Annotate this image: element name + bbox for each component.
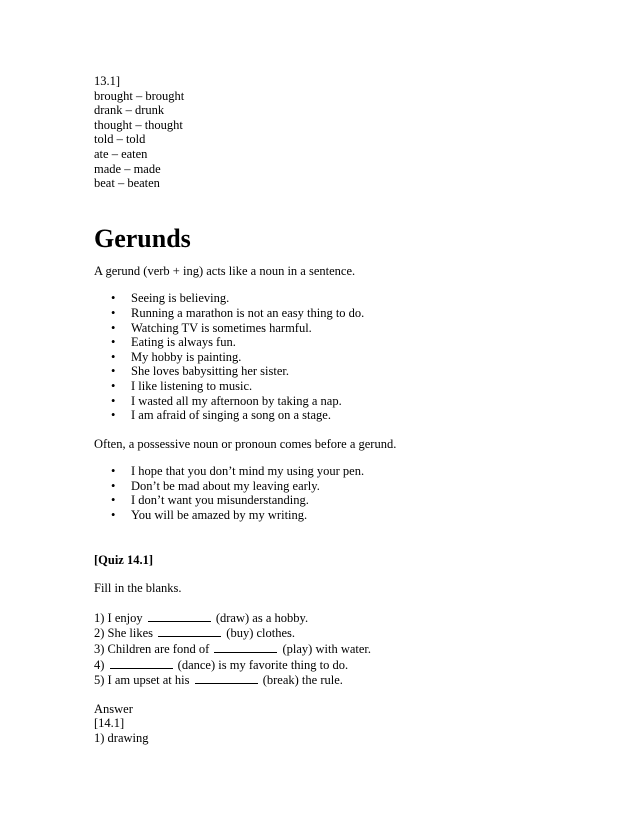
blank-field [110, 657, 173, 669]
list-item: • My hobby is painting. [111, 349, 242, 364]
list-item: • Seeing is believing. [111, 291, 230, 306]
answer-first: 1) drawing [94, 731, 149, 745]
answer-line: told – told [94, 132, 146, 147]
blank-field [195, 672, 258, 684]
bullet-icon: • [111, 378, 116, 393]
bullet-icon: • [111, 393, 116, 408]
answers-13-label: 13.1] [94, 74, 121, 88]
list-item: • I like listening to music. [111, 378, 253, 393]
quiz-title: [Quiz 14.1] [94, 552, 154, 567]
bullet-icon: • [111, 291, 116, 306]
blank-field [214, 641, 277, 653]
possessive-examples-list [94, 464, 594, 522]
bullet-icon: • [111, 478, 116, 493]
list-item: • Watching TV is sometimes harmful. [111, 320, 312, 335]
quiz-item: 3) Children are fond of (play) with water. [94, 642, 372, 657]
section-title: Gerunds [94, 223, 191, 253]
bullet-icon: • [111, 408, 116, 423]
section-intro: A gerund (verb + ing) acts like a noun in a sentence. [94, 263, 356, 278]
answer-line: thought – thought [94, 117, 183, 132]
answer-line: made – made [94, 161, 161, 176]
list-item: • I don’t want you misunderstanding. [111, 493, 309, 508]
answer-line: ate – eaten [94, 146, 148, 161]
list-item: • I wasted all my afternoon by taking a nap. [111, 393, 342, 408]
list-item: • She loves babysitting her sister. [111, 364, 289, 379]
blank-field [158, 625, 221, 637]
answer-line: beat – beaten [94, 176, 160, 191]
bullet-icon: • [111, 305, 116, 320]
answer-quiz-ref: [14.1] [94, 716, 125, 731]
bullet-icon: • [111, 335, 116, 350]
possessive-intro: Often, a possessive noun or pronoun comes before a gerund. [94, 436, 397, 451]
list-item: • I hope that you don’t mind my using your pen. [111, 464, 365, 479]
list-item: • Running a marathon is not an easy thing to do. [111, 305, 365, 320]
gerund-examples-list [94, 291, 594, 422]
bullet-icon: • [111, 320, 116, 335]
answer-block [94, 702, 594, 746]
quiz-items [94, 610, 594, 688]
bullet-icon: • [111, 464, 116, 479]
document-page [94, 74, 594, 746]
bullet-icon: • [111, 349, 116, 364]
list-item: • Don’t be mad about my leaving early. [111, 478, 320, 493]
answer-label: Answer [94, 701, 133, 716]
quiz-item: 5) I am upset at his (break) the rule. [94, 673, 343, 688]
quiz-item: 4) (dance) is my favorite thing to do. [94, 657, 349, 672]
answers-13-block [94, 74, 594, 191]
quiz-item: 1) I enjoy (draw) as a hobby. [94, 610, 309, 625]
blank-field [148, 610, 211, 622]
bullet-icon: • [111, 508, 116, 523]
list-item: • I am afraid of singing a song on a stage. [111, 408, 331, 423]
answer-line: brought – brought [94, 88, 185, 103]
quiz-item: 2) She likes (buy) clothes. [94, 626, 296, 641]
bullet-icon: • [111, 364, 116, 379]
bullet-icon: • [111, 493, 116, 508]
quiz-instruction: Fill in the blanks. [94, 581, 182, 596]
list-item: • Eating is always fun. [111, 335, 236, 350]
answer-line: drank – drunk [94, 103, 165, 118]
list-item: • You will be amazed by my writing. [111, 508, 308, 523]
